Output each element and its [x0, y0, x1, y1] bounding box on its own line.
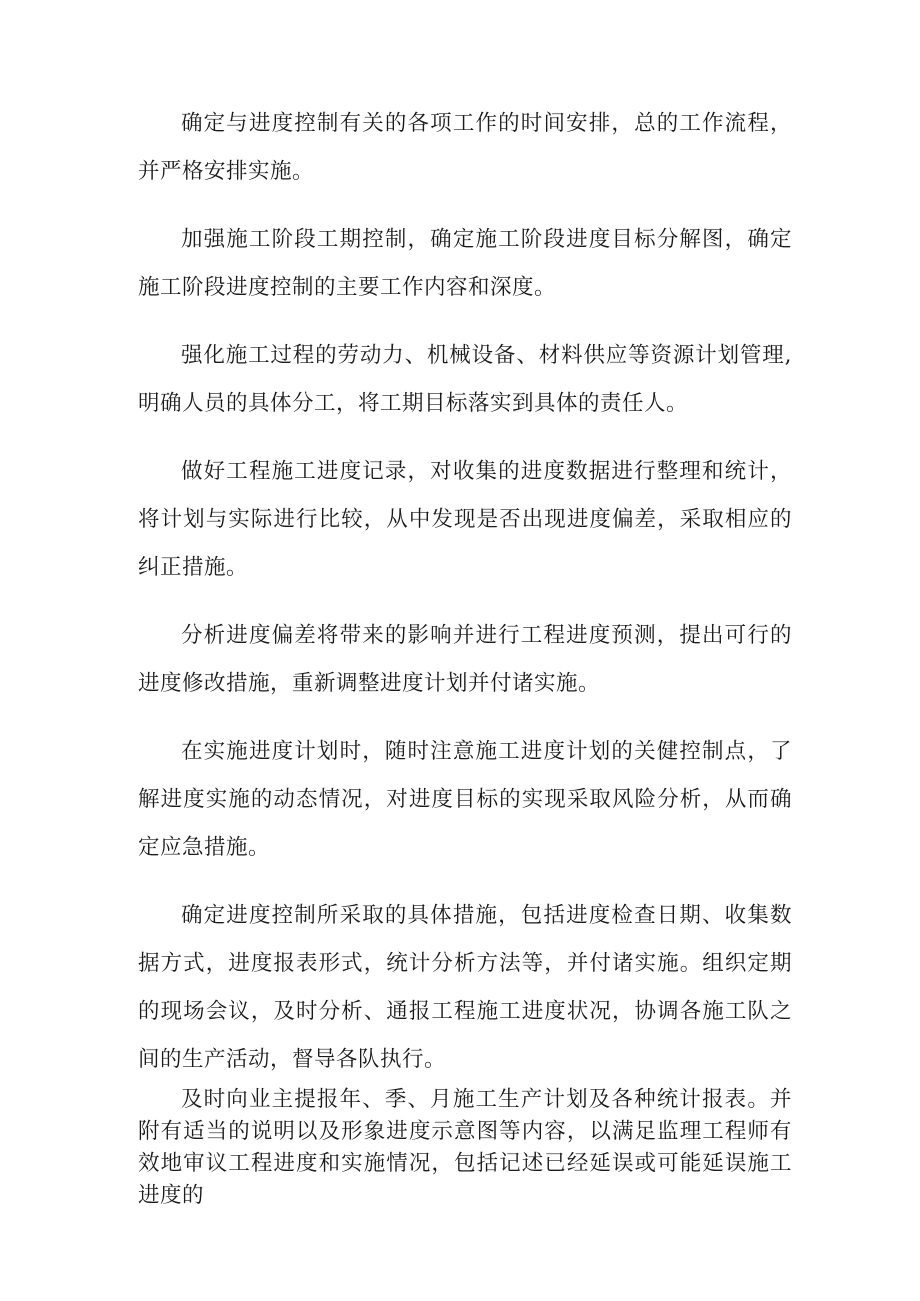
- paragraph-5: 分析进度偏差将带来的影响并进行工程进度预测，提出可行的进度修改措施，重新调整进度计划并付诸实施。: [138, 623, 792, 696]
- paragraph-6: 在实施进度计划时，随时注意施工进度计划的关健控制点，了解进度实施的动态情况，对进度目标的实现采取风险分析，从而确定应急措施。: [138, 739, 792, 860]
- document-body: [138, 100, 792, 1212]
- paragraph-3: 强化施工过程的劳动力、机械设备、材料供应等资源计划管理,明确人员的具体分工，将工期目标落实到具体的责任人。: [138, 343, 792, 416]
- paragraph-7: 确定进度控制所采取的具体措施，包括进度检查日期、收集数据方式，进度报表形式，统计分析方法等，并付诸实施。组织定期的现场会议，及时分析、通报工程施工进度状况，协调各施工队之间的生产活动，督导各队执行。: [138, 903, 792, 1072]
- paragraph-2: 加强施工阶段工期控制，确定施工阶段进度目标分解图，确定施工阶段进度控制的主要工作内容和深度。: [138, 227, 792, 300]
- paragraph-4: 做好工程施工进度记录，对收集的进度数据进行整理和统计，将计划与实际进行比较，从中发现是否出现进度偏差，采取相应的纠正措施。: [138, 459, 792, 580]
- paragraph-1: 确定与进度控制有关的各项工作的时间安排，总的工作流程，并严格安排实施。: [138, 111, 792, 184]
- paragraph-8: 及时向业主提报年、季、月施工生产计划及各种统计报表。并附有适当的说明以及形象进度示意图等内容，以满足监理工程师有效地审议工程进度和实施情况，包括记述已经延误或可能延误施工进度的: [138, 1087, 792, 1208]
